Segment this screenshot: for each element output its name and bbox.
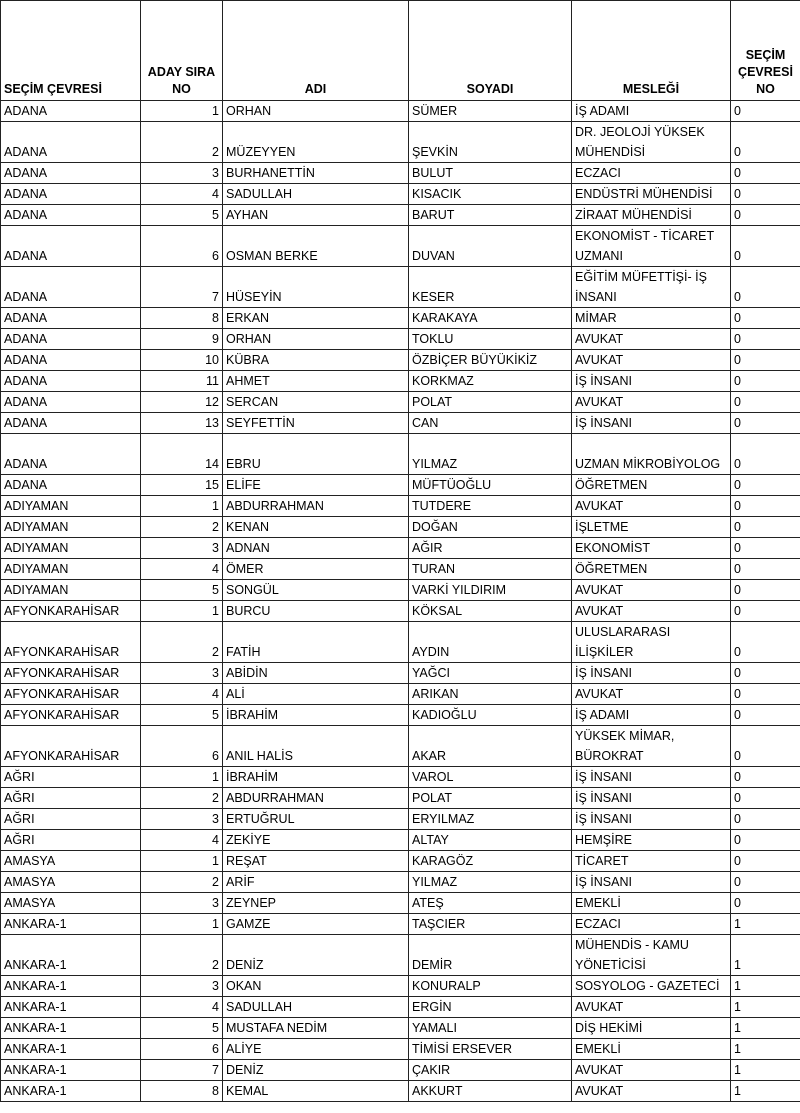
cell-soyadi: ERGİN [409, 997, 572, 1018]
cell-adi: ABDURRAHMAN [223, 788, 409, 809]
cell-meslegi: MÜHENDİS - KAMU YÖNETİCİSİ [572, 935, 731, 976]
table-row [1, 329, 800, 350]
cell-aday-sira-no: 7 [141, 1060, 223, 1081]
cell-soyadi: ALTAY [409, 830, 572, 851]
cell-secim-cevresi-no: 0 [731, 809, 800, 830]
cell-adi: SONGÜL [223, 580, 409, 601]
cell-adi: SADULLAH [223, 997, 409, 1018]
cell-secim-cevresi-no: 0 [731, 705, 800, 726]
cell-soyadi: ŞEVKİN [409, 122, 572, 163]
cell-adi: HÜSEYİN [223, 267, 409, 308]
table-row [1, 434, 800, 475]
cell-secim-cevresi: ANKARA-1 [1, 935, 141, 976]
cell-soyadi: AKKURT [409, 1081, 572, 1102]
table-row [1, 308, 800, 329]
table-row [1, 413, 800, 434]
table-row [1, 684, 800, 705]
cell-adi: ZEYNEP [223, 893, 409, 914]
cell-secim-cevresi: ADANA [1, 267, 141, 308]
cell-soyadi: CAN [409, 413, 572, 434]
cell-secim-cevresi: AMASYA [1, 851, 141, 872]
cell-soyadi: VAROL [409, 767, 572, 788]
cell-meslegi: AVUKAT [572, 1060, 731, 1081]
cell-secim-cevresi-no: 0 [731, 101, 800, 122]
table-row [1, 788, 800, 809]
cell-secim-cevresi-no: 0 [731, 184, 800, 205]
cell-adi: SERCAN [223, 392, 409, 413]
cell-meslegi: AVUKAT [572, 1081, 731, 1102]
cell-aday-sira-no: 5 [141, 205, 223, 226]
cell-secim-cevresi-no: 0 [731, 684, 800, 705]
cell-adi: GAMZE [223, 914, 409, 935]
cell-soyadi: ÖZBİÇER BÜYÜKİKİZ [409, 350, 572, 371]
cell-soyadi: ERYILMAZ [409, 809, 572, 830]
table-row [1, 935, 800, 976]
cell-adi: ARİF [223, 872, 409, 893]
cell-secim-cevresi-no: 0 [731, 496, 800, 517]
cell-secim-cevresi-no: 0 [731, 163, 800, 184]
table-row [1, 1039, 800, 1060]
table-row [1, 226, 800, 267]
cell-soyadi: YILMAZ [409, 434, 572, 475]
cell-meslegi: EKONOMİST [572, 538, 731, 559]
cell-meslegi: İŞ İNSANI [572, 872, 731, 893]
cell-adi: BURCU [223, 601, 409, 622]
cell-aday-sira-no: 6 [141, 1039, 223, 1060]
cell-meslegi: EMEKLİ [572, 1039, 731, 1060]
cell-meslegi: EKONOMİST - TİCARET UZMANI [572, 226, 731, 267]
cell-adi: ANIL HALİS [223, 726, 409, 767]
cell-soyadi: POLAT [409, 392, 572, 413]
cell-secim-cevresi-no: 0 [731, 559, 800, 580]
cell-adi: BURHANETTİN [223, 163, 409, 184]
cell-soyadi: ATEŞ [409, 893, 572, 914]
cell-meslegi: ECZACI [572, 163, 731, 184]
cell-aday-sira-no: 4 [141, 997, 223, 1018]
cell-secim-cevresi: ADANA [1, 308, 141, 329]
cell-secim-cevresi: ADANA [1, 101, 141, 122]
header-meslegi: MESLEĞİ [572, 1, 731, 101]
table-row [1, 601, 800, 622]
table-row [1, 496, 800, 517]
cell-secim-cevresi: ADANA [1, 329, 141, 350]
table-row [1, 392, 800, 413]
cell-soyadi: AĞIR [409, 538, 572, 559]
cell-secim-cevresi-no: 0 [731, 122, 800, 163]
cell-soyadi: TAŞCIER [409, 914, 572, 935]
table-row [1, 517, 800, 538]
cell-soyadi: POLAT [409, 788, 572, 809]
cell-adi: DENİZ [223, 1060, 409, 1081]
cell-soyadi: YILMAZ [409, 872, 572, 893]
cell-secim-cevresi-no: 1 [731, 914, 800, 935]
cell-adi: ELİFE [223, 475, 409, 496]
cell-meslegi: ENDÜSTRİ MÜHENDİSİ [572, 184, 731, 205]
cell-secim-cevresi-no: 0 [731, 851, 800, 872]
cell-secim-cevresi: AMASYA [1, 872, 141, 893]
cell-soyadi: TOKLU [409, 329, 572, 350]
header-aday-sira-no: ADAY SIRA NO [141, 1, 223, 101]
table-row [1, 726, 800, 767]
cell-secim-cevresi: ADANA [1, 475, 141, 496]
cell-meslegi: AVUKAT [572, 580, 731, 601]
header-secim-cevresi: SEÇİM ÇEVRESİ [1, 1, 141, 101]
cell-adi: KÜBRA [223, 350, 409, 371]
cell-adi: REŞAT [223, 851, 409, 872]
cell-secim-cevresi-no: 1 [731, 1060, 800, 1081]
cell-meslegi: İŞ İNSANI [572, 809, 731, 830]
cell-secim-cevresi-no: 0 [731, 205, 800, 226]
cell-aday-sira-no: 1 [141, 767, 223, 788]
cell-adi: SADULLAH [223, 184, 409, 205]
cell-aday-sira-no: 3 [141, 809, 223, 830]
cell-aday-sira-no: 3 [141, 893, 223, 914]
cell-meslegi: AVUKAT [572, 392, 731, 413]
cell-aday-sira-no: 2 [141, 872, 223, 893]
cell-adi: ALİ [223, 684, 409, 705]
table-row [1, 267, 800, 308]
cell-soyadi: KARAKAYA [409, 308, 572, 329]
cell-adi: OKAN [223, 976, 409, 997]
cell-soyadi: YAMALI [409, 1018, 572, 1039]
cell-secim-cevresi: ANKARA-1 [1, 1039, 141, 1060]
cell-meslegi: İŞ İNSANI [572, 788, 731, 809]
cell-meslegi: İŞ ADAMI [572, 705, 731, 726]
cell-secim-cevresi-no: 0 [731, 767, 800, 788]
table-row [1, 830, 800, 851]
table-row [1, 371, 800, 392]
cell-aday-sira-no: 2 [141, 517, 223, 538]
cell-secim-cevresi-no: 0 [731, 788, 800, 809]
cell-secim-cevresi: ANKARA-1 [1, 1060, 141, 1081]
cell-meslegi: AVUKAT [572, 350, 731, 371]
cell-adi: EBRU [223, 434, 409, 475]
cell-adi: İBRAHİM [223, 705, 409, 726]
cell-secim-cevresi-no: 0 [731, 830, 800, 851]
cell-secim-cevresi: AĞRI [1, 809, 141, 830]
cell-meslegi: HEMŞİRE [572, 830, 731, 851]
cell-soyadi: KORKMAZ [409, 371, 572, 392]
cell-soyadi: TİMİSİ ERSEVER [409, 1039, 572, 1060]
cell-aday-sira-no: 10 [141, 350, 223, 371]
cell-adi: DENİZ [223, 935, 409, 976]
cell-secim-cevresi: ADANA [1, 350, 141, 371]
cell-adi: AYHAN [223, 205, 409, 226]
cell-aday-sira-no: 7 [141, 267, 223, 308]
table-row [1, 580, 800, 601]
cell-meslegi: ÖĞRETMEN [572, 475, 731, 496]
cell-secim-cevresi-no: 0 [731, 434, 800, 475]
cell-secim-cevresi-no: 1 [731, 976, 800, 997]
cell-aday-sira-no: 1 [141, 601, 223, 622]
cell-soyadi: KARAGÖZ [409, 851, 572, 872]
cell-meslegi: TİCARET [572, 851, 731, 872]
cell-soyadi: BULUT [409, 163, 572, 184]
cell-aday-sira-no: 13 [141, 413, 223, 434]
cell-secim-cevresi-no: 0 [731, 538, 800, 559]
cell-secim-cevresi-no: 0 [731, 413, 800, 434]
cell-aday-sira-no: 2 [141, 122, 223, 163]
cell-meslegi: İŞ İNSANI [572, 371, 731, 392]
cell-aday-sira-no: 4 [141, 559, 223, 580]
cell-secim-cevresi-no: 1 [731, 997, 800, 1018]
cell-secim-cevresi: AFYONKARAHİSAR [1, 622, 141, 663]
cell-soyadi: DEMİR [409, 935, 572, 976]
cell-adi: ORHAN [223, 329, 409, 350]
cell-soyadi: KADIOĞLU [409, 705, 572, 726]
table-row [1, 622, 800, 663]
cell-aday-sira-no: 2 [141, 622, 223, 663]
cell-aday-sira-no: 1 [141, 914, 223, 935]
table-row [1, 809, 800, 830]
cell-meslegi: AVUKAT [572, 997, 731, 1018]
cell-secim-cevresi: AFYONKARAHİSAR [1, 705, 141, 726]
cell-meslegi: AVUKAT [572, 601, 731, 622]
cell-meslegi: ULUSLARARASI İLİŞKİLER [572, 622, 731, 663]
cell-secim-cevresi-no: 0 [731, 726, 800, 767]
cell-adi: ÖMER [223, 559, 409, 580]
cell-meslegi: ZİRAAT MÜHENDİSİ [572, 205, 731, 226]
cell-meslegi: EMEKLİ [572, 893, 731, 914]
cell-soyadi: BARUT [409, 205, 572, 226]
table-row [1, 1018, 800, 1039]
cell-secim-cevresi: ADANA [1, 122, 141, 163]
cell-secim-cevresi: ADIYAMAN [1, 538, 141, 559]
cell-secim-cevresi: ADANA [1, 184, 141, 205]
cell-secim-cevresi: ANKARA-1 [1, 976, 141, 997]
table-row [1, 350, 800, 371]
cell-soyadi: VARKİ YILDIRIM [409, 580, 572, 601]
cell-adi: ABİDİN [223, 663, 409, 684]
table-row [1, 101, 800, 122]
cell-aday-sira-no: 6 [141, 226, 223, 267]
cell-soyadi: DOĞAN [409, 517, 572, 538]
table-row [1, 538, 800, 559]
cell-aday-sira-no: 1 [141, 101, 223, 122]
table-row [1, 872, 800, 893]
cell-adi: ERKAN [223, 308, 409, 329]
cell-secim-cevresi: ADANA [1, 163, 141, 184]
cell-aday-sira-no: 3 [141, 163, 223, 184]
cell-meslegi: İŞ İNSANI [572, 413, 731, 434]
cell-meslegi: İŞ İNSANI [572, 767, 731, 788]
cell-secim-cevresi: ADANA [1, 413, 141, 434]
cell-adi: MÜZEYYEN [223, 122, 409, 163]
cell-soyadi: ARIKAN [409, 684, 572, 705]
cell-meslegi: İŞ İNSANI [572, 663, 731, 684]
table-row [1, 851, 800, 872]
cell-adi: ZEKİYE [223, 830, 409, 851]
cell-secim-cevresi: AĞRI [1, 788, 141, 809]
table-row [1, 163, 800, 184]
cell-soyadi: DUVAN [409, 226, 572, 267]
cell-aday-sira-no: 8 [141, 308, 223, 329]
cell-secim-cevresi-no: 1 [731, 935, 800, 976]
cell-secim-cevresi: AFYONKARAHİSAR [1, 601, 141, 622]
cell-soyadi: KONURALP [409, 976, 572, 997]
cell-aday-sira-no: 4 [141, 184, 223, 205]
cell-secim-cevresi-no: 0 [731, 517, 800, 538]
cell-secim-cevresi-no: 0 [731, 392, 800, 413]
cell-adi: SEYFETTİN [223, 413, 409, 434]
cell-aday-sira-no: 11 [141, 371, 223, 392]
table-row [1, 1081, 800, 1102]
cell-secim-cevresi: ADIYAMAN [1, 580, 141, 601]
cell-secim-cevresi: ADIYAMAN [1, 496, 141, 517]
cell-secim-cevresi-no: 0 [731, 267, 800, 308]
cell-soyadi: AYDIN [409, 622, 572, 663]
cell-aday-sira-no: 14 [141, 434, 223, 475]
cell-secim-cevresi-no: 0 [731, 580, 800, 601]
cell-secim-cevresi: ADIYAMAN [1, 559, 141, 580]
cell-secim-cevresi: AFYONKARAHİSAR [1, 684, 141, 705]
cell-meslegi: UZMAN MİKROBİYOLOG [572, 434, 731, 475]
table-row [1, 663, 800, 684]
cell-secim-cevresi-no: 0 [731, 622, 800, 663]
cell-secim-cevresi-no: 0 [731, 371, 800, 392]
cell-secim-cevresi-no: 0 [731, 663, 800, 684]
cell-aday-sira-no: 6 [141, 726, 223, 767]
cell-meslegi: İŞLETME [572, 517, 731, 538]
cell-meslegi: EĞİTİM MÜFETTİŞİ- İŞ İNSANI [572, 267, 731, 308]
cell-secim-cevresi: AĞRI [1, 830, 141, 851]
cell-soyadi: KISACIK [409, 184, 572, 205]
cell-meslegi: YÜKSEK MİMAR, BÜROKRAT [572, 726, 731, 767]
cell-aday-sira-no: 8 [141, 1081, 223, 1102]
table-row [1, 705, 800, 726]
cell-meslegi: DR. JEOLOJİ YÜKSEK MÜHENDİSİ [572, 122, 731, 163]
cell-soyadi: TUTDERE [409, 496, 572, 517]
cell-secim-cevresi: ANKARA-1 [1, 1018, 141, 1039]
cell-aday-sira-no: 4 [141, 830, 223, 851]
cell-aday-sira-no: 5 [141, 1018, 223, 1039]
cell-aday-sira-no: 2 [141, 935, 223, 976]
table-row [1, 914, 800, 935]
cell-aday-sira-no: 1 [141, 851, 223, 872]
cell-secim-cevresi-no: 0 [731, 329, 800, 350]
table-row [1, 1060, 800, 1081]
cell-adi: ORHAN [223, 101, 409, 122]
cell-soyadi: TURAN [409, 559, 572, 580]
cell-soyadi: MÜFTÜOĞLU [409, 475, 572, 496]
cell-soyadi: KÖKSAL [409, 601, 572, 622]
cell-adi: ABDURRAHMAN [223, 496, 409, 517]
cell-secim-cevresi-no: 1 [731, 1039, 800, 1060]
table-row [1, 893, 800, 914]
cell-meslegi: AVUKAT [572, 329, 731, 350]
cell-meslegi: ECZACI [572, 914, 731, 935]
header-adi: ADI [223, 1, 409, 101]
table-row [1, 976, 800, 997]
cell-aday-sira-no: 12 [141, 392, 223, 413]
table-row [1, 767, 800, 788]
header-secim-cevresi-no: SEÇİM ÇEVRESİ NO [731, 1, 800, 101]
cell-secim-cevresi-no: 0 [731, 350, 800, 371]
cell-adi: FATİH [223, 622, 409, 663]
cell-soyadi: ÇAKIR [409, 1060, 572, 1081]
table-row [1, 559, 800, 580]
cell-adi: ALİYE [223, 1039, 409, 1060]
cell-meslegi: İŞ ADAMI [572, 101, 731, 122]
cell-aday-sira-no: 3 [141, 976, 223, 997]
cell-aday-sira-no: 3 [141, 663, 223, 684]
cell-secim-cevresi-no: 0 [731, 226, 800, 267]
cell-meslegi: SOSYOLOG - GAZETECİ [572, 976, 731, 997]
cell-soyadi: AKAR [409, 726, 572, 767]
cell-aday-sira-no: 9 [141, 329, 223, 350]
cell-secim-cevresi-no: 1 [731, 1081, 800, 1102]
cell-adi: İBRAHİM [223, 767, 409, 788]
cell-secim-cevresi-no: 0 [731, 475, 800, 496]
cell-adi: OSMAN BERKE [223, 226, 409, 267]
cell-secim-cevresi: ADANA [1, 226, 141, 267]
cell-secim-cevresi: AMASYA [1, 893, 141, 914]
cell-secim-cevresi-no: 0 [731, 893, 800, 914]
cell-secim-cevresi: AĞRI [1, 767, 141, 788]
cell-adi: KENAN [223, 517, 409, 538]
cell-secim-cevresi: ANKARA-1 [1, 997, 141, 1018]
cell-secim-cevresi-no: 0 [731, 872, 800, 893]
cell-meslegi: DİŞ HEKİMİ [572, 1018, 731, 1039]
cell-soyadi: YAĞCI [409, 663, 572, 684]
cell-adi: MUSTAFA NEDİM [223, 1018, 409, 1039]
cell-aday-sira-no: 1 [141, 496, 223, 517]
cell-secim-cevresi: ANKARA-1 [1, 914, 141, 935]
cell-aday-sira-no: 4 [141, 684, 223, 705]
table-row [1, 997, 800, 1018]
cell-secim-cevresi: ADANA [1, 434, 141, 475]
cell-meslegi: MİMAR [572, 308, 731, 329]
cell-meslegi: ÖĞRETMEN [572, 559, 731, 580]
cell-meslegi: AVUKAT [572, 684, 731, 705]
table-row [1, 184, 800, 205]
cell-secim-cevresi: ADANA [1, 371, 141, 392]
table-row [1, 122, 800, 163]
table-body [1, 101, 800, 1102]
cell-secim-cevresi: ADANA [1, 205, 141, 226]
cell-adi: KEMAL [223, 1081, 409, 1102]
cell-secim-cevresi: ADIYAMAN [1, 517, 141, 538]
header-soyadi: SOYADI [409, 1, 572, 101]
cell-aday-sira-no: 15 [141, 475, 223, 496]
cell-aday-sira-no: 5 [141, 580, 223, 601]
table-row [1, 205, 800, 226]
cell-adi: ADNAN [223, 538, 409, 559]
cell-secim-cevresi-no: 0 [731, 308, 800, 329]
cell-secim-cevresi: AFYONKARAHİSAR [1, 663, 141, 684]
table-row [1, 475, 800, 496]
cell-aday-sira-no: 5 [141, 705, 223, 726]
cell-secim-cevresi-no: 0 [731, 601, 800, 622]
cell-adi: ERTUĞRUL [223, 809, 409, 830]
cell-secim-cevresi-no: 1 [731, 1018, 800, 1039]
cell-secim-cevresi: ADANA [1, 392, 141, 413]
cell-meslegi: AVUKAT [572, 496, 731, 517]
cell-aday-sira-no: 3 [141, 538, 223, 559]
cell-secim-cevresi: AFYONKARAHİSAR [1, 726, 141, 767]
cell-soyadi: SÜMER [409, 101, 572, 122]
header-row [1, 1, 800, 101]
cell-adi: AHMET [223, 371, 409, 392]
cell-soyadi: KESER [409, 267, 572, 308]
cell-secim-cevresi: ANKARA-1 [1, 1081, 141, 1102]
cell-aday-sira-no: 2 [141, 788, 223, 809]
